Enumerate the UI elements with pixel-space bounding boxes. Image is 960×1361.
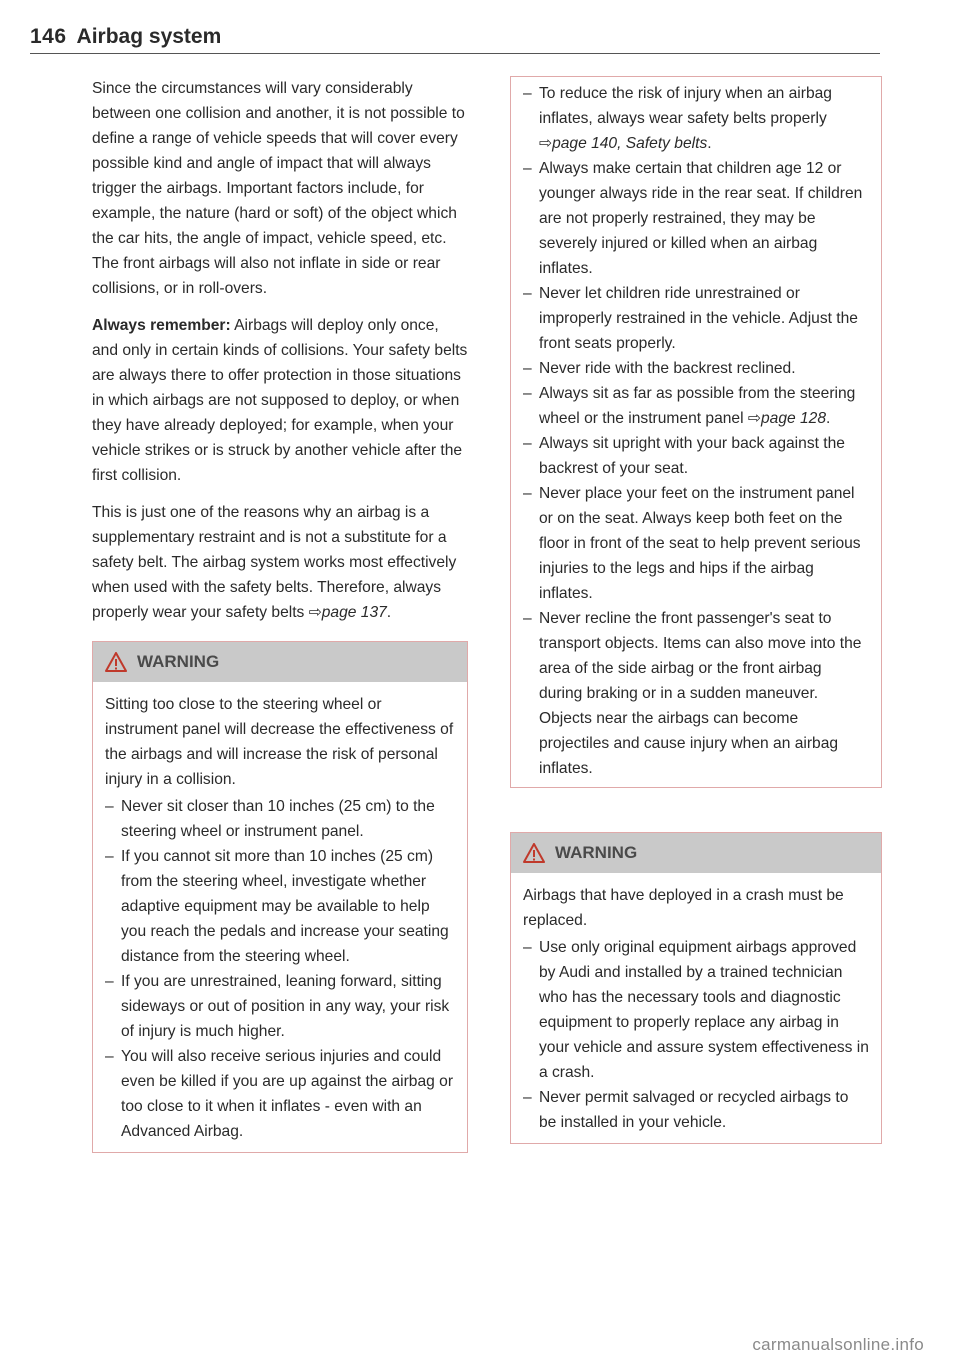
list-item: – Always make certain that children age 12 or younger always ride in the rear seat. If children are not properly restrained, they may be severely injured or killed when an airbag inflates. [523,156,869,281]
list-item: – Never recline the front passenger's seat to transport objects. Items can also move into the area of the side airbag or the front airbag during braking or in a sudden maneuver. Objects near the airbags can become projectiles and cause injury when an airbag inflates. [523,606,869,781]
warning-box-replacement [510,832,882,1144]
warning-intro: Sitting too close to the steering wheel or instrument panel will decrease the effectiveness of the airbags and will increase the risk of personal injury in a collision. [105,696,454,788]
warning-intro: Airbags that have deployed in a crash must be replaced. [523,887,844,929]
always-remember-text: Airbags will deploy only once, and only in certain kinds of collisions. Your safety belts are always there to offer protection in those situations in which airbags are not supposed to deploy, or when they have already deployed; for example, when your vehicle strikes or is struck by another vehicle after the first collision. [92,317,468,484]
warning-box-seating [92,641,468,1153]
warning-label: WARNING [555,843,638,862]
safety-list [523,81,869,781]
warning-triangle-icon [523,843,545,863]
list-item [523,81,869,156]
warning-list [105,794,455,1144]
list-item: – You will also receive serious injuries and could even be killed if you are up against the airbag or too close to it when it inflates - even with an Advanced Airbag. [105,1044,455,1144]
warning-header [511,833,881,873]
paragraph-always-remember [92,313,468,488]
warning-body [93,682,467,1152]
list-item: – Never place your feet on the instrument panel or on the seat. Always keep both feet on the floor in front of the seat to help prevent serious injuries to the legs and hips if the airbag inflates. [523,481,869,606]
list-item-text: Always sit as far as possible from the steering wheel or the instrument panel [539,385,856,427]
supplementary-end: . [386,604,392,621]
list-item: – Never ride with the backrest reclined. [523,356,869,381]
list-item: – If you cannot sit more than 10 inches (25 cm) from the steering wheel, investigate whether adaptive equipment may be available to help you reach the pedals and increase your seating distance from the steering wheel. [105,844,455,969]
warning-triangle-icon [105,652,127,672]
warning-header [93,642,467,682]
page-140-link[interactable]: ⇨page 140, Safety belts [539,135,708,152]
left-column [92,76,468,1153]
always-remember-label: Always remember: [92,317,231,334]
page-title: Airbag system [76,25,222,48]
right-column [510,76,882,1144]
site-watermark: carmanualsonline.info [752,1335,924,1354]
supplementary-text: This is just one of the reasons why an airbag is a supplementary restraint and is not a substitute for a safety belt. The airbag system works most effectively when used with the safety belts. Therefore, always properly wear your safety belts [92,504,457,621]
list-item-end: . [707,135,712,152]
warning-continuation-body [511,77,881,787]
page-number: 146 [30,25,67,48]
warning-body [511,873,881,1143]
warning-continuation-box [510,76,882,788]
list-item [523,381,869,431]
page-137-link[interactable]: ⇨page 137 [308,604,387,621]
list-item: – Never let children ride unrestrained or improperly restrained in the vehicle. Adjust the front seats properly. [523,281,869,356]
page-128-link[interactable]: ⇨page 128 [747,410,827,427]
list-item: – Use only original equipment airbags approved by Audi and installed by a trained technician who has the necessary tools and diagnostic equipment to properly replace any airbag in your vehicle and assure system effectiveness in a crash. [523,935,869,1085]
paragraph-circumstances: Since the circumstances will vary considerably between one collision and another, it is not possible to define a range of vehicle speeds that will cover every possible kind and angle of impact that will always trigger the airbags. Important factors include, for example, the nature (hard or soft) of the object which the car hits, the angle of impact, vehicle speed, etc. The front airbags will also not inflate in side or rear collisions, or in roll-overs. [92,80,465,297]
warning-label: WARNING [137,652,220,671]
warning-list [523,935,869,1135]
list-item: – If you are unrestrained, leaning forward, sitting sideways or out of position in any way, your risk of injury is much higher. [105,969,455,1044]
list-item: – Never sit closer than 10 inches (25 cm) to the steering wheel or instrument panel. [105,794,455,844]
list-item: – Always sit upright with your back against the backrest of your seat. [523,431,869,481]
list-item: – Never permit salvaged or recycled airbags to be installed in your vehicle. [523,1085,869,1135]
list-item-text: To reduce the risk of injury when an airbag inflates, always wear safety belts properly [539,85,832,127]
page-header [30,14,880,54]
list-item-end: . [826,410,831,427]
paragraph-supplementary [92,500,468,625]
